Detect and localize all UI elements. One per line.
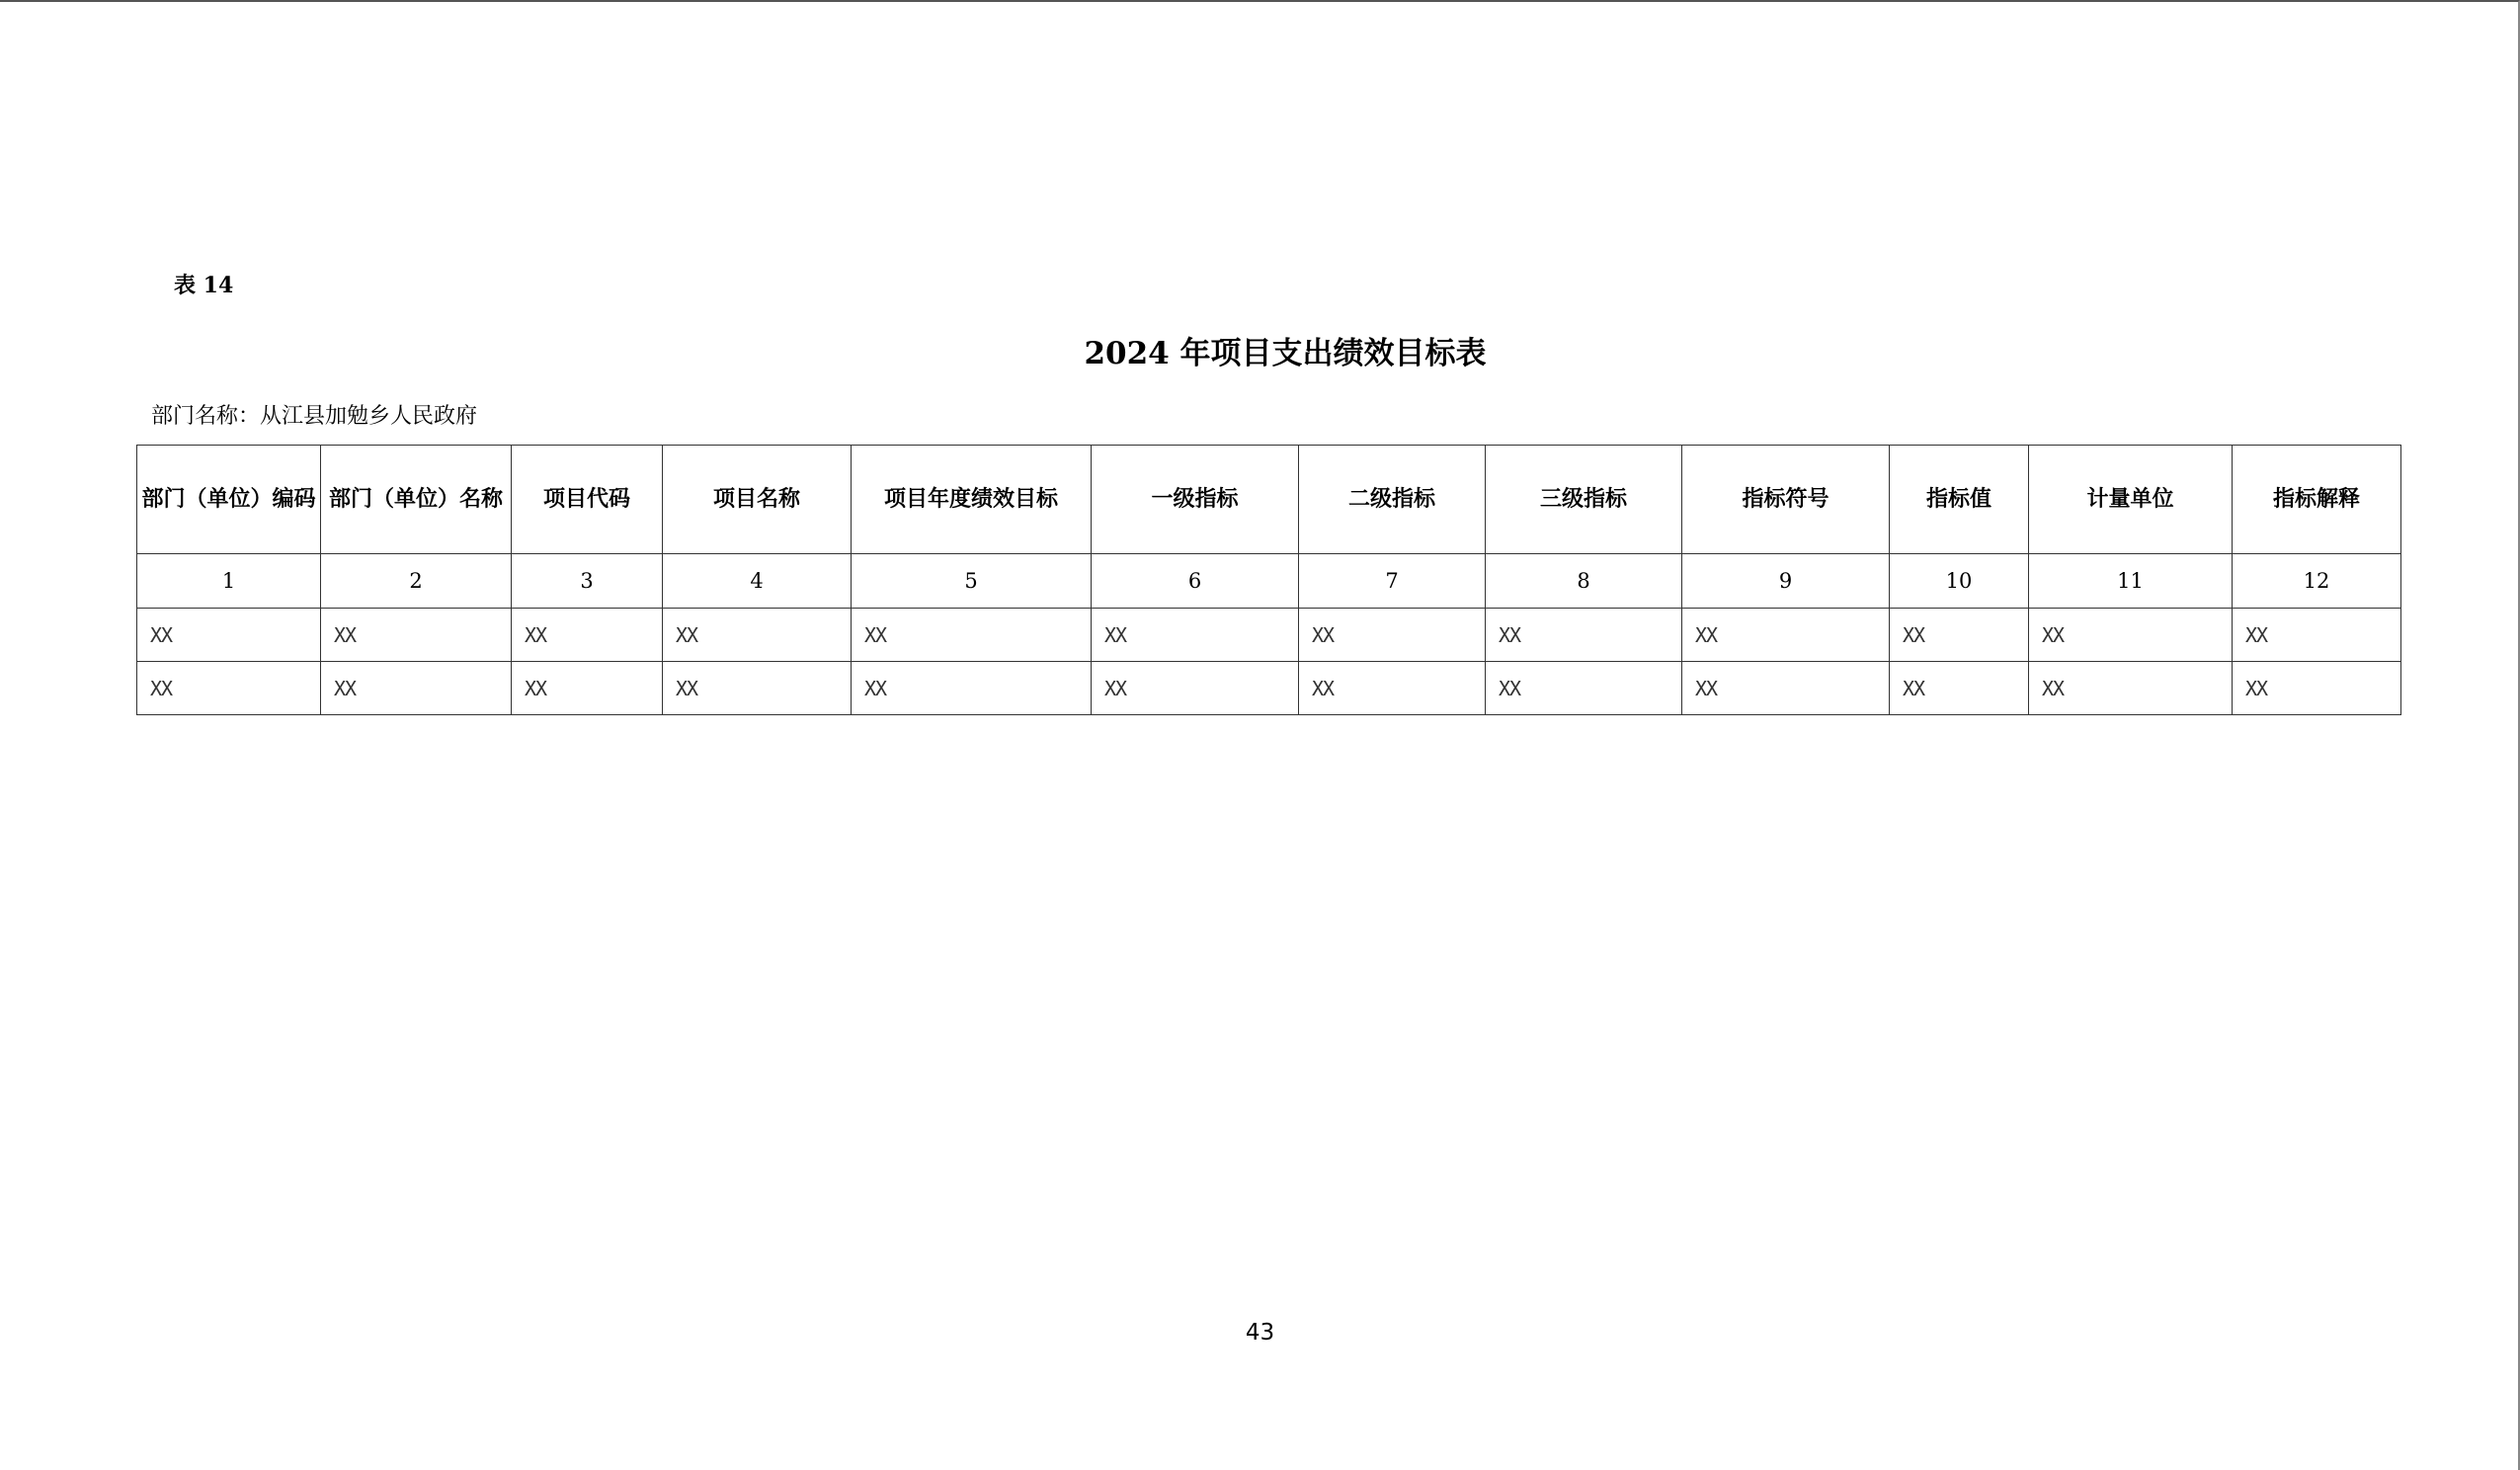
table-cell: XX (1486, 662, 1682, 715)
table-row (137, 609, 2401, 662)
table-cell: XX (2029, 662, 2233, 715)
column-number: 2 (321, 554, 512, 609)
table-cell: XX (1092, 662, 1299, 715)
header-indicator-symbol: 指标符号 (1682, 446, 1890, 554)
table-cell: XX (663, 609, 852, 662)
table-cell: XX (512, 609, 663, 662)
department-name-line: 部门名称：从江县加勉乡人民政府 (151, 404, 478, 429)
page-number: 43 (1245, 1320, 1275, 1346)
column-number: 8 (1486, 554, 1682, 609)
table-row (137, 662, 2401, 715)
header-level1-indicator: 一级指标 (1092, 446, 1299, 554)
header-level3-indicator: 三级指标 (1486, 446, 1682, 554)
column-number: 3 (512, 554, 663, 609)
table-cell: XX (2233, 662, 2401, 715)
column-number: 7 (1299, 554, 1486, 609)
table-cell: XX (1299, 662, 1486, 715)
header-project-name: 项目名称 (663, 446, 852, 554)
column-number: 11 (2029, 554, 2233, 609)
table-cell: XX (512, 662, 663, 715)
column-number-row (137, 554, 2401, 609)
column-number: 10 (1890, 554, 2029, 609)
table-cell: XX (321, 662, 512, 715)
column-number: 9 (1682, 554, 1890, 609)
performance-target-table (136, 445, 2401, 715)
header-indicator-value: 指标值 (1890, 446, 2029, 554)
header-annual-target: 项目年度绩效目标 (852, 446, 1092, 554)
table-cell: XX (1092, 609, 1299, 662)
column-number: 12 (2233, 554, 2401, 609)
header-dept-code: 部门（单位）编码 (137, 446, 321, 554)
document-title: 2024 年项目支出绩效目标表 (1084, 336, 1487, 371)
table-cell: XX (1299, 609, 1486, 662)
table-cell: XX (2029, 609, 2233, 662)
column-number: 4 (663, 554, 852, 609)
header-dept-name: 部门（单位）名称 (321, 446, 512, 554)
table-cell: XX (321, 609, 512, 662)
header-project-code: 项目代码 (512, 446, 663, 554)
column-number: 5 (852, 554, 1092, 609)
table-cell: XX (2233, 609, 2401, 662)
table-cell: XX (852, 662, 1092, 715)
table-cell: XX (1890, 609, 2029, 662)
table-cell: XX (137, 662, 321, 715)
header-level2-indicator: 二级指标 (1299, 446, 1486, 554)
table-cell: XX (1682, 609, 1890, 662)
header-indicator-explanation: 指标解释 (2233, 446, 2401, 554)
table-label: 表 14 (174, 273, 234, 298)
table-cell: XX (137, 609, 321, 662)
table-cell: XX (663, 662, 852, 715)
column-number: 6 (1092, 554, 1299, 609)
header-unit: 计量单位 (2029, 446, 2233, 554)
table-cell: XX (1890, 662, 2029, 715)
table-cell: XX (1486, 609, 1682, 662)
table-cell: XX (1682, 662, 1890, 715)
header-row (137, 446, 2401, 554)
column-number: 1 (137, 554, 321, 609)
table-cell: XX (852, 609, 1092, 662)
